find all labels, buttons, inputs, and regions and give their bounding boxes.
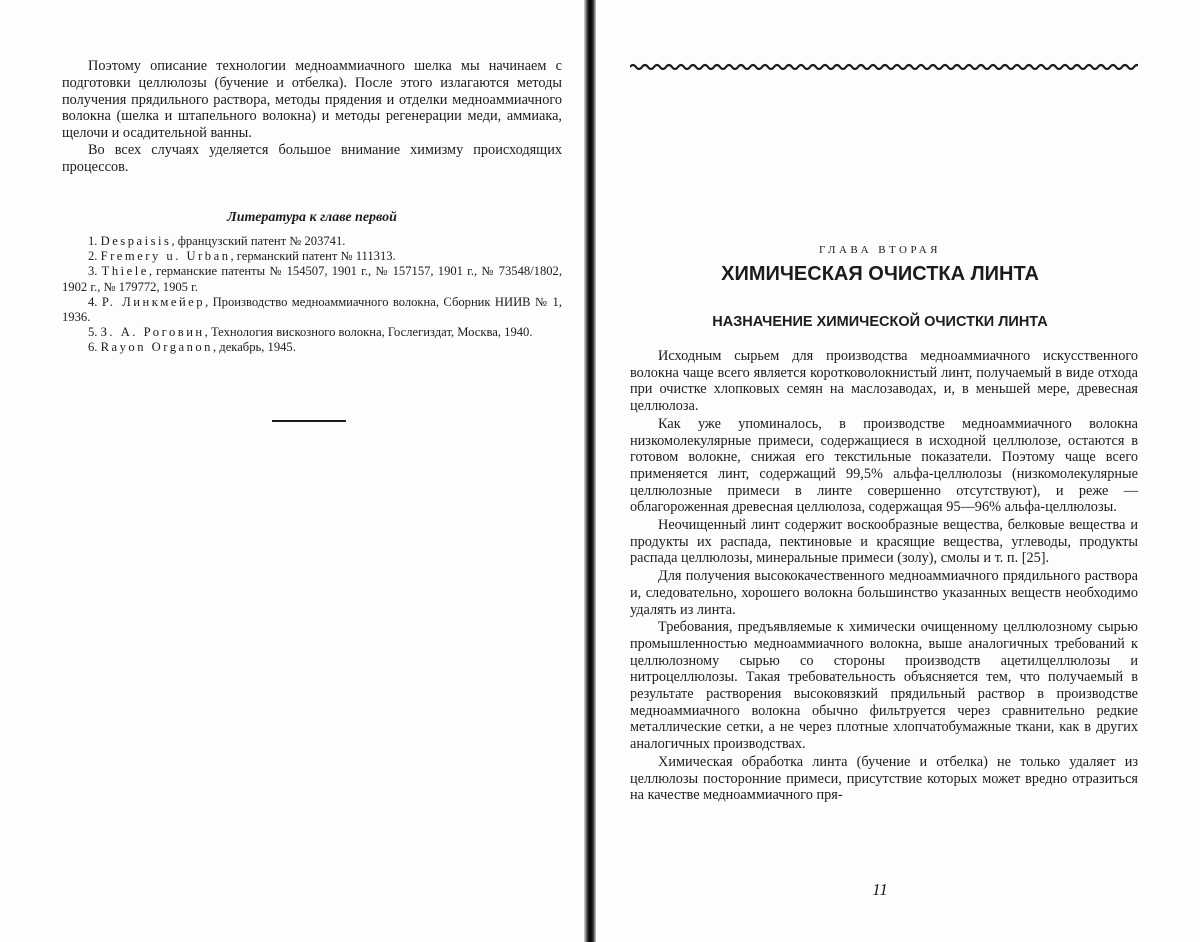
reference-item bbox=[62, 249, 562, 264]
reference-text: , германский патент № 111313. bbox=[230, 249, 396, 264]
paragraph: Поэтому описание технологии медноаммиачного шелка мы начинаем с подготовки целлюлозы (бучение и отбелка). После этого излагаются методы получения прядильного раствора, методы прядения и отделки медноаммиачного волокна (шелка и штапельного волокна) и методы регенерации меди, аммиака, щелочи и осадительной ванны. bbox=[62, 58, 562, 142]
reference-text: , германские патенты № 154507, 1901 г., № 157157, 1901 г., № 73548/1802, 1902 г., № 179772, 1905 г. bbox=[62, 264, 562, 294]
end-of-chapter-rule bbox=[272, 420, 346, 422]
reference-text: , французский патент № 203741. bbox=[171, 234, 346, 248]
chapter-label: ГЛАВА ВТОРАЯ bbox=[819, 244, 941, 256]
reference-text: , Производство медноаммиачного волокна, Сборник НИИВ № 1, 1936. bbox=[62, 294, 562, 325]
reference-number: 1. bbox=[88, 234, 98, 248]
reference-author: Despaisis bbox=[100, 234, 172, 248]
reference-author: Р. Линкмейер bbox=[101, 294, 206, 309]
reference-list bbox=[62, 234, 562, 356]
wavy-rule bbox=[630, 60, 1138, 74]
paragraph: Неочищенный линт содержит воскообразные вещества, белковые вещества и продукты их распада, пектиновые и красящие вещества, углеводы, продукты распада целлюлозы, минеральные примеси (золу), смолы и т. п. [25]. bbox=[630, 517, 1138, 567]
paragraph: Требования, предъявляемые к химически очищенному целлюлозному сырью промышленностью медноаммиачного волокна, выше аналогичных требований к целлюлозному сырью со стороны производств ацетилцеллюлозы и нитроцеллюлозы. Такая требовательность объясняется тем, что получаемый в результате растворения высоковязкий прядильный раствор в производстве медноаммиачного волокна обычно фильтруется через сравнительно редкие металлические сетки, а не через плотные хлопчатобумажные ткани, как в других аналогичных производствах. bbox=[630, 619, 1138, 753]
reference-number: 6. bbox=[88, 340, 98, 355]
paragraph: Как уже упоминалось, в производстве медноаммиачного волокна низкомолекулярные примеси, содержащиеся в исходной целлюлозе, остаются в готовом волокне, снижая его текстильные показатели. Поэтому чаще всего применяется линт, содержащий 99,5% альфа-целлюлозы (низкомолекулярные целлюлозные примеси в линте совершенно отсутствуют), и реже — облагороженная древесная целлюлоза, содержащая 95—96% альфа-целлюлозы. bbox=[630, 415, 1138, 516]
reference-author: Rayon Organon bbox=[100, 340, 213, 355]
reference-number: 3. bbox=[88, 264, 98, 279]
reference-author: З. А. Роговин bbox=[100, 325, 205, 340]
reference-item bbox=[62, 295, 562, 325]
reference-item bbox=[62, 325, 562, 340]
section-title: НАЗНАЧЕНИЕ ХИМИЧЕСКОЙ ОЧИСТКИ ЛИНТА bbox=[712, 314, 1048, 330]
reference-item bbox=[62, 234, 562, 249]
paragraph: Исходным сырьем для производства медноаммиачного искусственного волокна чаще всего является коротковолокнистый линт, получаемый в виде отхода при очистке хлопковых семян на маслозаводах, и, в меньшей мере, древесная целлюлоза. bbox=[630, 348, 1138, 415]
page-number: 11 bbox=[872, 880, 888, 899]
reference-text: , Технология вискозного волокна, Гослегиздат, Москва, 1940. bbox=[204, 325, 533, 340]
right-body-text bbox=[630, 348, 1138, 805]
paragraph: Для получения высококачественного медноаммиачного прядильного раствора и, следовательно, хорошего волокна большинство указанных веществ необходимо удалять из линта. bbox=[630, 568, 1138, 618]
reference-item bbox=[62, 340, 562, 355]
left-intro-text bbox=[62, 58, 562, 176]
paragraph: Во всех случаях уделяется большое внимание химизму происходящих процессов. bbox=[62, 141, 562, 175]
reference-item bbox=[62, 264, 562, 294]
chapter-title: ХИМИЧЕСКАЯ ОЧИСТКА ЛИНТА bbox=[721, 263, 1039, 285]
book-gutter bbox=[584, 0, 596, 942]
reference-number: 4. bbox=[88, 294, 98, 309]
literature-heading: Литература к главе первой bbox=[227, 210, 397, 225]
reference-author: Thiele bbox=[101, 264, 149, 279]
reference-number: 5. bbox=[88, 325, 98, 340]
paragraph: Химическая обработка линта (бучение и отбелка) не только удаляет из целлюлозы посторонние примеси, присутствие которых может вредно отразиться на качестве медноаммиачного пря- bbox=[630, 753, 1138, 804]
reference-number: 2. bbox=[88, 249, 98, 264]
reference-text: , декабрь, 1945. bbox=[212, 340, 296, 355]
reference-author: Fremery u. Urban bbox=[100, 249, 231, 264]
